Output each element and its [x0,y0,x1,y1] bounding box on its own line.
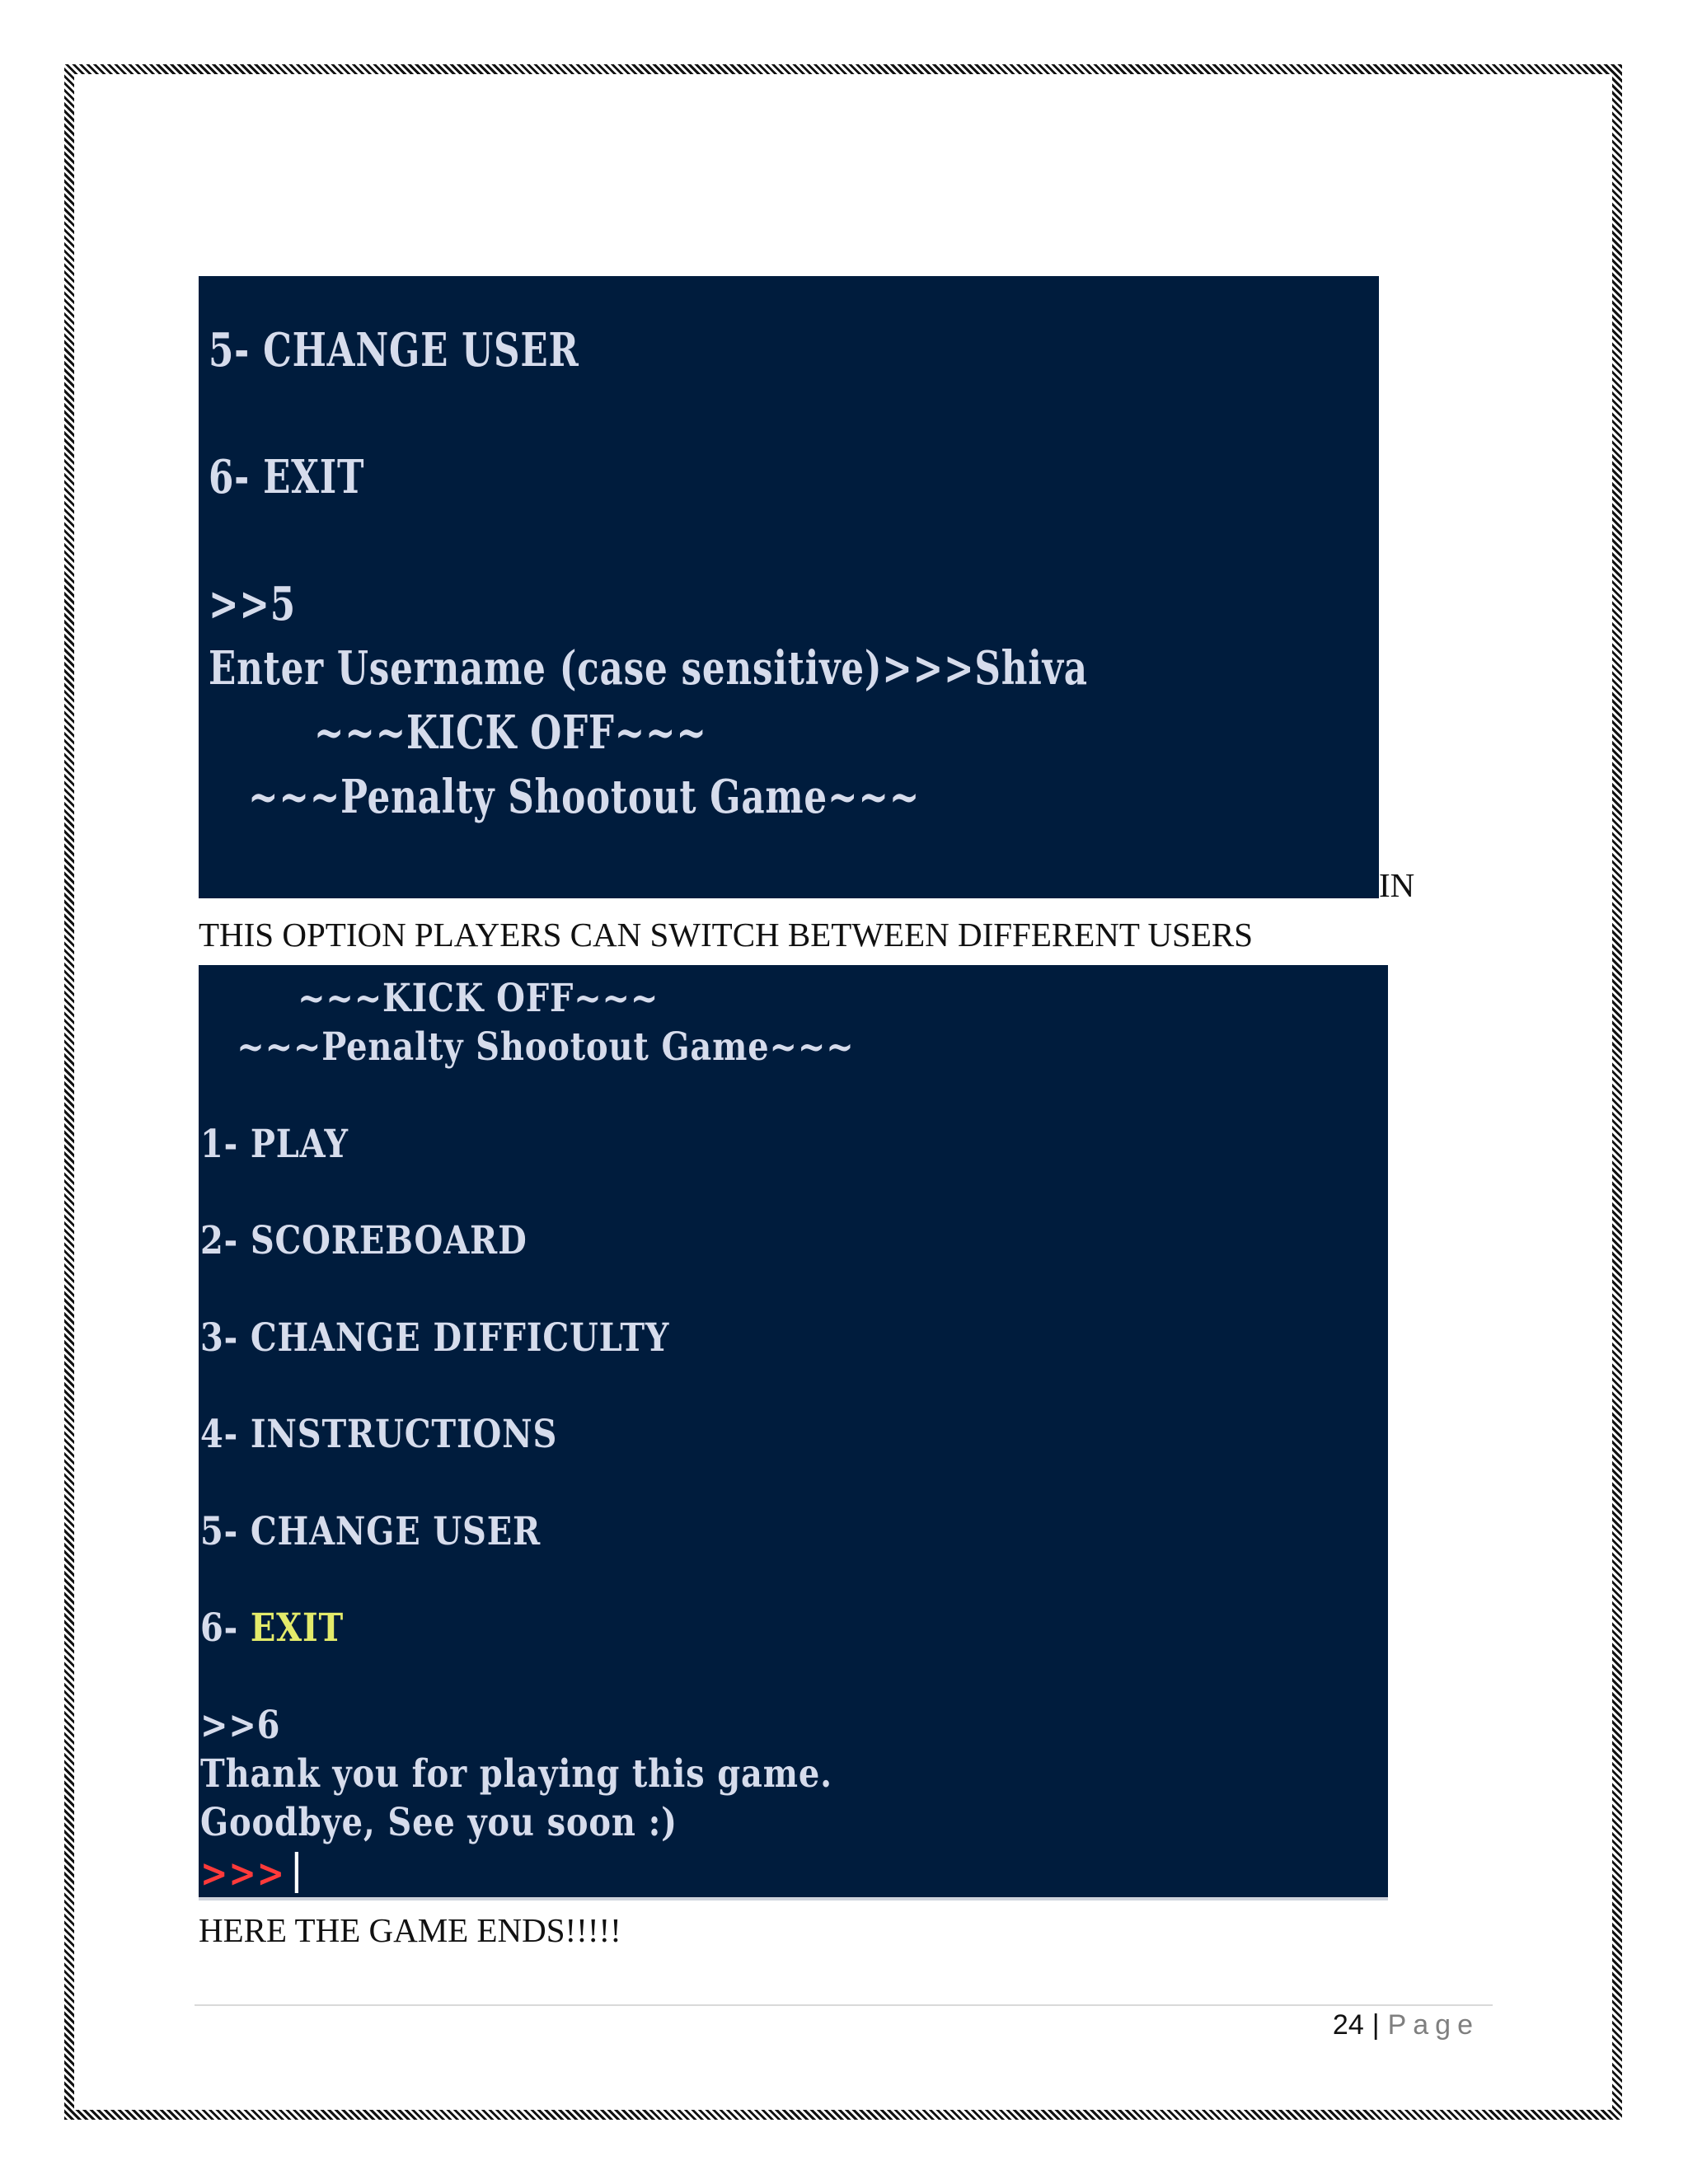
page-label: Page [1387,2009,1479,2041]
page-footer [1333,2009,1479,2041]
menu-item-number: 6- [200,1605,251,1651]
caption-inline-fragment: IN [1379,866,1415,904]
menu-item-exit: 6- EXIT [209,450,365,504]
page-number: 24 [1332,2009,1364,2041]
game-title: ~~~Penalty Shootout Game~~~ [209,770,921,824]
footer-rule [195,2004,1493,2006]
shell-prompt [200,1851,298,1896]
input-echo: >>6 [200,1703,281,1748]
menu-item-exit [200,1605,345,1651]
menu-item-play: 1- PLAY [200,1122,349,1167]
caption-change-user: THIS OPTION PLAYERS CAN SWITCH BETWEEN DIFFERENT USERS [199,916,1254,954]
menu-item-instructions: 4- INSTRUCTIONS [200,1412,558,1457]
caption-game-ends: HERE THE GAME ENDS!!!!! [199,1911,621,1949]
menu-item-change-user: 5- CHANGE USER [200,1509,542,1554]
kick-off-title: ~~~KICK OFF~~~ [209,705,707,760]
text-cursor [295,1852,298,1893]
goodbye-message: Goodbye, See you soon :) [200,1800,678,1845]
menu-item-change-difficulty: 3- CHANGE DIFFICULTY [200,1315,670,1361]
thank-you-message: Thank you for playing this game. [200,1751,832,1797]
menu-item-change-user: 5- CHANGE USER [209,323,579,377]
screenshot-exit [199,965,1388,1900]
prompt-symbol: >>> [200,1851,285,1896]
input-echo: >>5 [209,577,296,631]
kick-off-title: ~~~KICK OFF~~~ [200,976,659,1021]
game-title: ~~~Penalty Shootout Game~~~ [200,1024,855,1070]
username-prompt: Enter Username (case sensitive)>>>Shiva [209,641,1088,696]
screenshot-change-user [199,276,1379,898]
page-separator: | [1372,2009,1380,2041]
exit-highlight: EXIT [250,1605,345,1651]
menu-item-scoreboard: 2- SCOREBOARD [200,1218,528,1263]
